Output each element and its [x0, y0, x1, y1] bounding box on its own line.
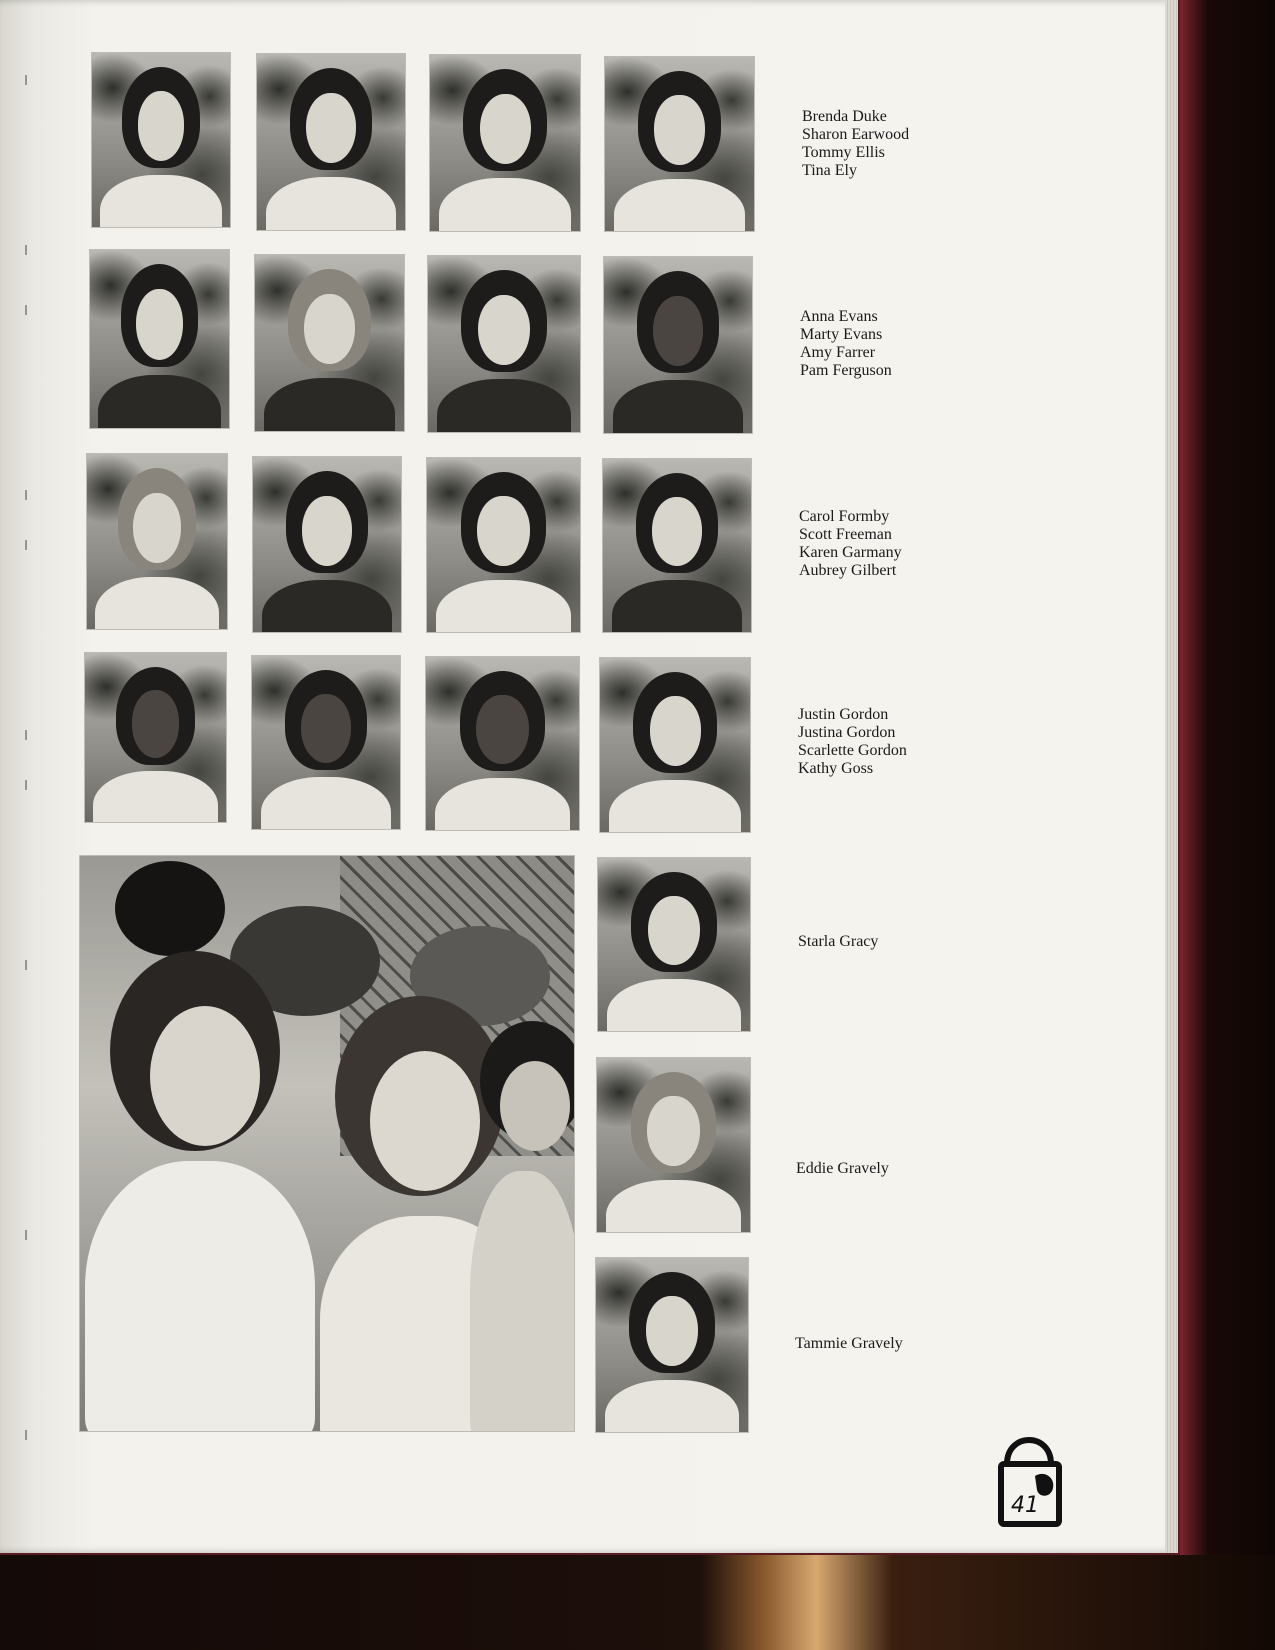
student-name: Amy Farrer	[800, 344, 876, 361]
portrait-carol-formby	[86, 453, 228, 630]
book-cover-edge	[1180, 0, 1275, 1560]
name-list-row-7	[795, 1335, 903, 1353]
student-name: Justina Gordon	[798, 724, 896, 741]
portrait-sharon-earwood	[256, 53, 406, 231]
name-list-row-3	[799, 508, 902, 580]
student-name: Brenda Duke	[802, 108, 887, 125]
portrait-starla-gracy	[597, 857, 751, 1032]
student-name: Tammie Gravely	[795, 1335, 903, 1352]
portrait-tommy-ellis	[429, 54, 581, 232]
portrait-scott-freeman	[252, 456, 402, 633]
student-name: Starla Gracy	[798, 933, 879, 950]
page-edge	[1165, 0, 1178, 1553]
portrait-tammie-gravely	[595, 1257, 749, 1433]
student-name: Kathy Goss	[798, 760, 874, 777]
portrait-brenda-duke	[91, 52, 231, 228]
portrait-aubrey-gilbert	[602, 458, 752, 633]
name-list-row-6	[796, 1160, 889, 1178]
portrait-kathy-goss	[599, 657, 751, 833]
page-number: 41	[1011, 1493, 1039, 1518]
binding-gutter	[25, 60, 29, 1460]
portrait-tina-ely	[604, 56, 755, 232]
desk-surface	[0, 1555, 1275, 1650]
name-list-row-2	[800, 308, 892, 380]
portrait-justina-gordon	[251, 655, 401, 830]
student-name: Sharon Earwood	[802, 126, 910, 143]
student-name: Aubrey Gilbert	[799, 562, 897, 579]
student-name: Tina Ely	[802, 162, 857, 179]
student-name: Carol Formby	[799, 508, 890, 525]
page-number-lock-icon	[995, 1420, 1065, 1530]
student-name: Scarlette Gordon	[798, 742, 907, 759]
name-list-row-1	[802, 108, 909, 180]
student-name: Anna Evans	[800, 308, 878, 325]
student-name: Pam Ferguson	[800, 362, 892, 379]
portrait-justin-gordon	[84, 652, 227, 823]
student-name: Karen Garmany	[799, 544, 902, 561]
student-name: Scott Freeman	[799, 526, 892, 543]
portrait-pam-ferguson	[603, 256, 753, 434]
portrait-marty-evans	[254, 254, 405, 432]
portrait-eddie-gravely	[596, 1057, 751, 1233]
name-list-row-5	[798, 933, 878, 951]
portrait-scarlette-gordon	[425, 656, 580, 831]
student-name: Eddie Gravely	[796, 1160, 889, 1177]
name-list-row-4	[798, 706, 907, 778]
student-name: Marty Evans	[800, 326, 883, 343]
candid-group-photo	[79, 855, 575, 1432]
portrait-amy-farrer	[427, 255, 581, 433]
portrait-anna-evans	[89, 249, 230, 429]
student-name: Tommy Ellis	[802, 144, 885, 161]
student-name: Justin Gordon	[798, 706, 889, 723]
portrait-karen-garmany	[426, 457, 581, 633]
